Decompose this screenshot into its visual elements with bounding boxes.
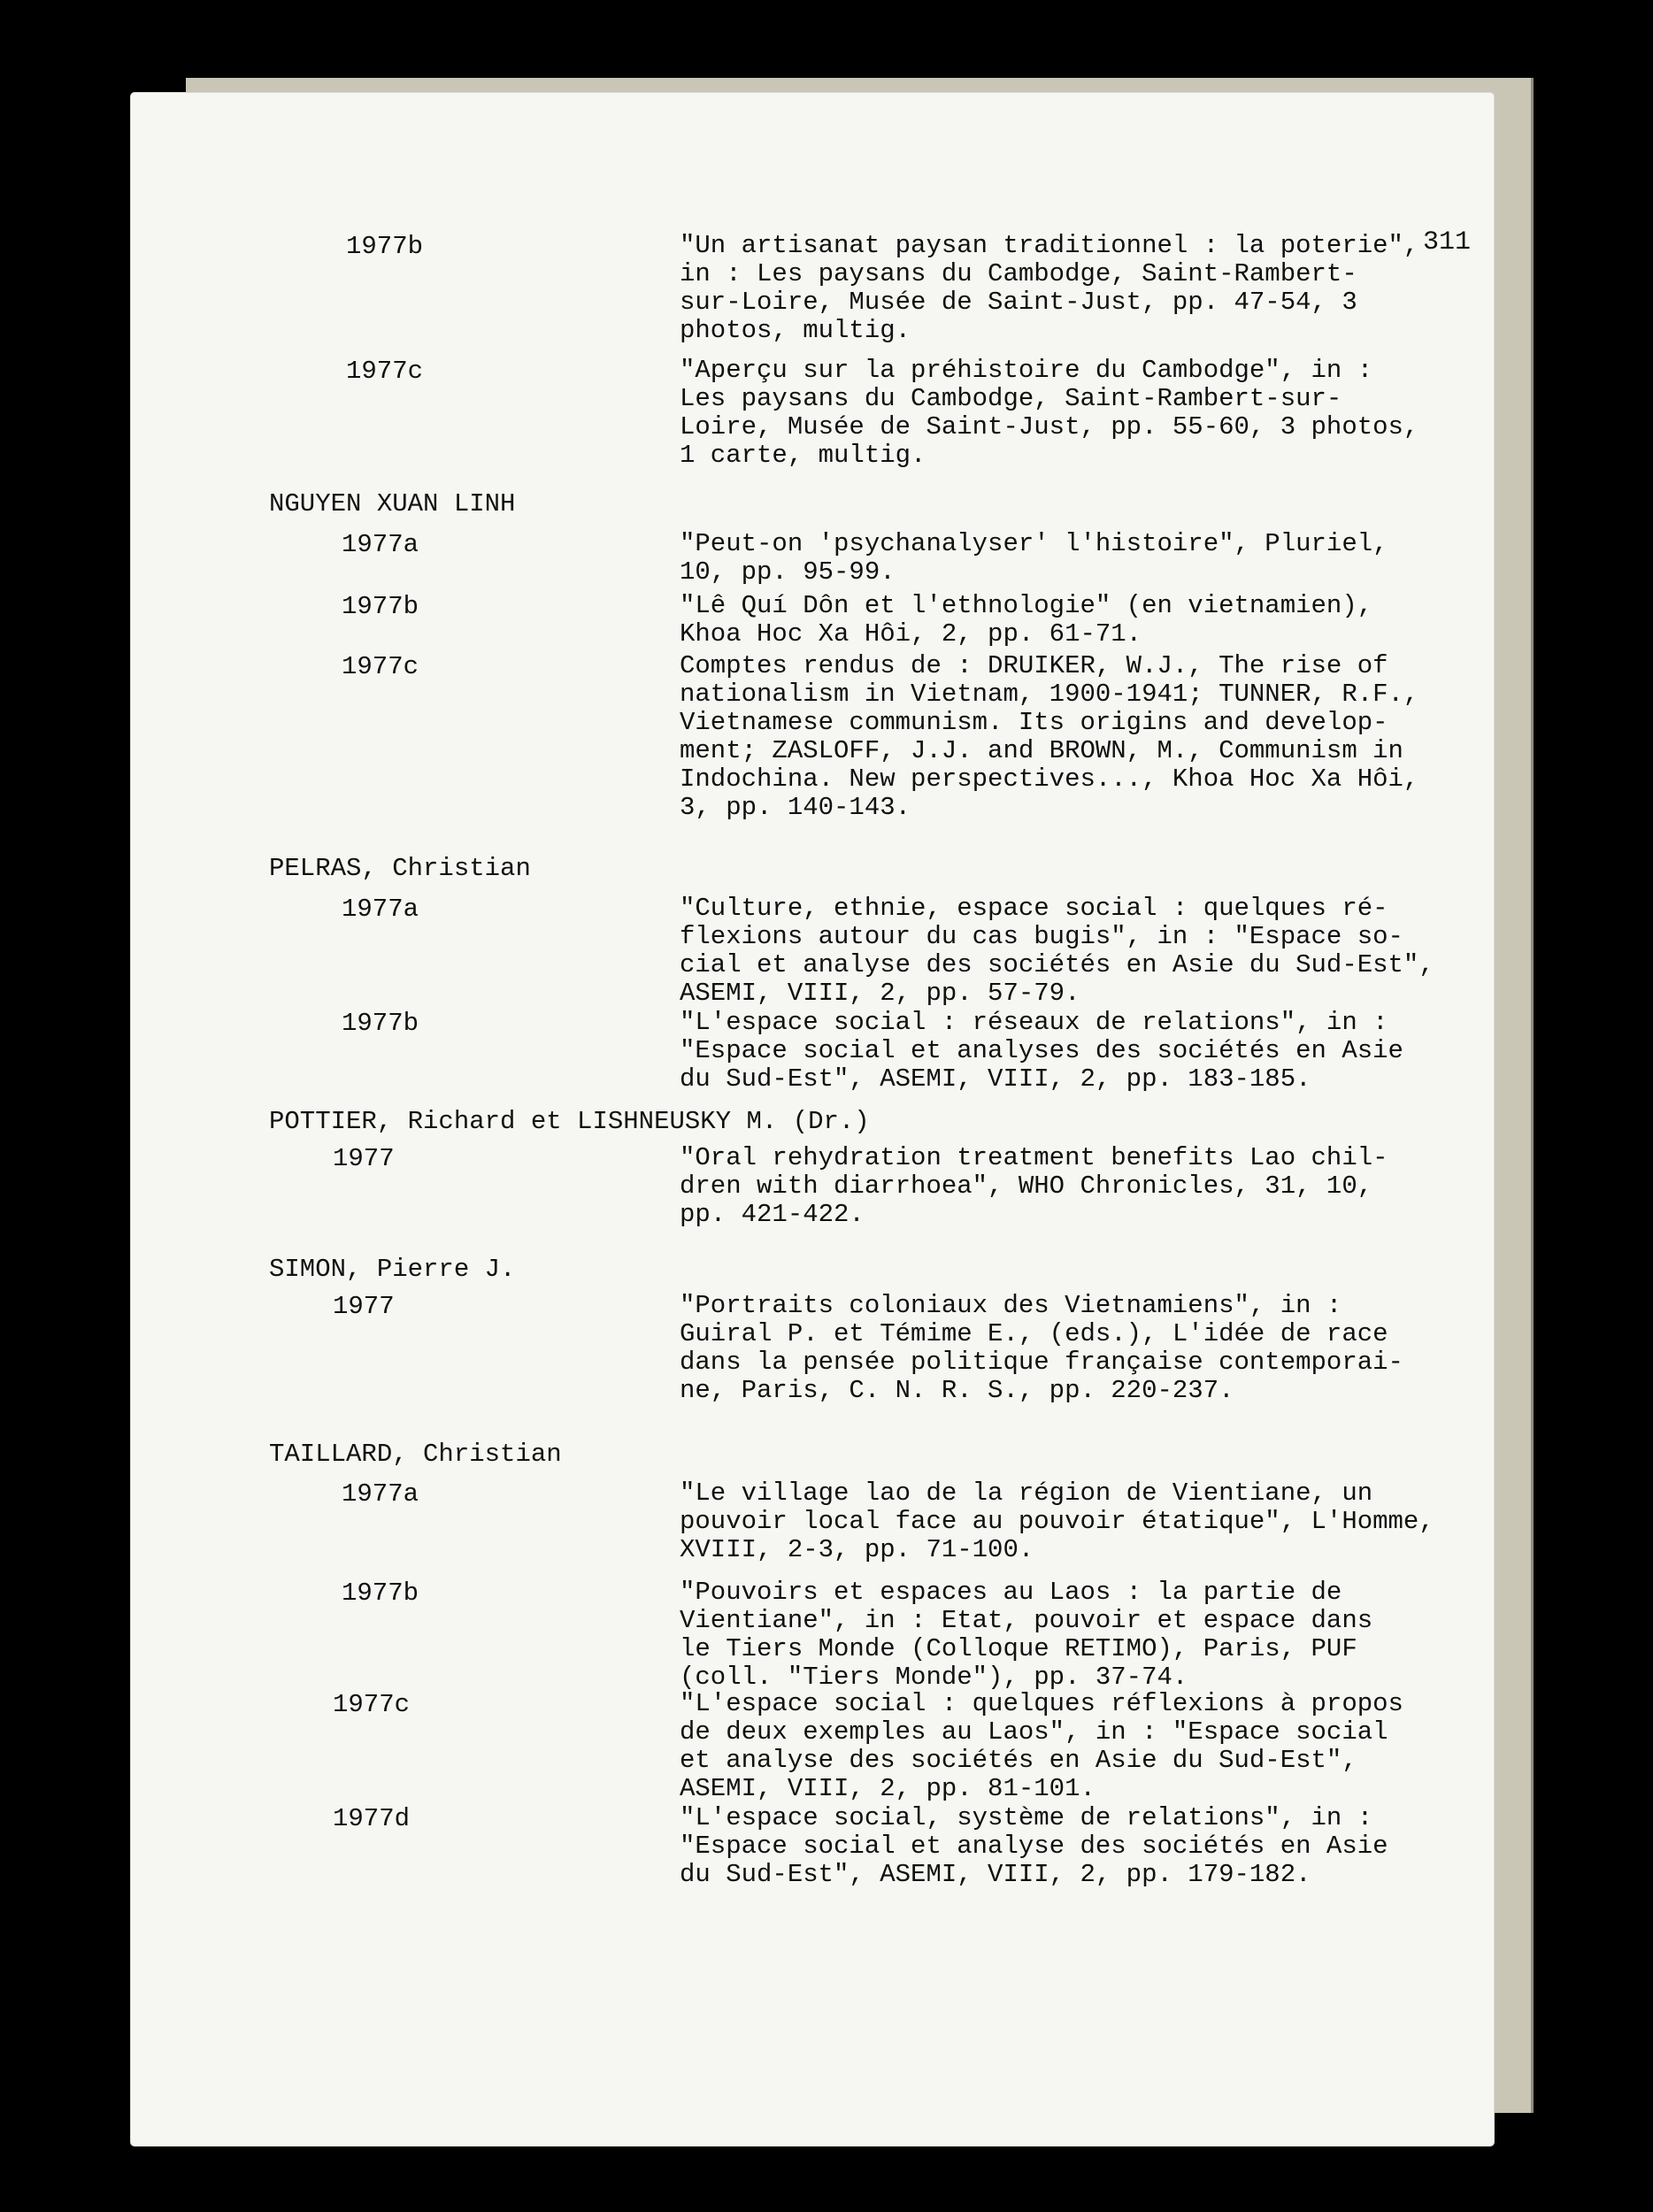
entry-reference bbox=[680, 1479, 1441, 1564]
entry-reference bbox=[680, 1690, 1441, 1803]
entry-reference bbox=[680, 1144, 1441, 1229]
entry-reference bbox=[680, 530, 1441, 587]
entry-reference bbox=[680, 232, 1441, 345]
entry-reference bbox=[680, 1292, 1441, 1405]
entry-year: 1977a bbox=[342, 895, 419, 924]
reference-line: "L'espace social, système de relations", in : bbox=[680, 1803, 1373, 1832]
reference-line: le Tiers Monde (Colloque RETIMO), Paris, PUF bbox=[680, 1634, 1357, 1663]
entry-year: 1977b bbox=[342, 592, 419, 621]
reference-line: et analyse des sociétés en Asie du Sud-Est", bbox=[680, 1746, 1357, 1775]
entry-reference bbox=[680, 1009, 1441, 1094]
entry-reference bbox=[680, 1578, 1441, 1692]
reference-line: du Sud-Est", ASEMI, VIII, 2, pp. 183-185. bbox=[680, 1064, 1311, 1094]
reference-line: de deux exemples au Laos", in : "Espace social bbox=[680, 1717, 1388, 1747]
reference-line: "Lê Quí Dôn et l'ethnologie" (en vietnamien), bbox=[680, 591, 1373, 620]
author-heading: PELRAS, Christian bbox=[269, 854, 531, 883]
reference-line: "Espace social et analyse des sociétés en Asie bbox=[680, 1832, 1388, 1861]
reference-line: "Peut-on 'psychanalyser' l'histoire", Pluriel, bbox=[680, 529, 1388, 558]
reference-line: ment; ZASLOFF, J.J. and BROWN, M., Communism in bbox=[680, 736, 1403, 765]
reference-line: dren with diarrhoea", WHO Chronicles, 31, 10, bbox=[680, 1171, 1373, 1201]
reference-line: "Le village lao de la région de Vientiane, un bbox=[680, 1479, 1373, 1508]
reference-line: Khoa Hoc Xa Hôi, 2, pp. 61-71. bbox=[680, 619, 1142, 649]
reference-line: 3, pp. 140-143. bbox=[680, 793, 911, 822]
reference-line: flexions autour du cas bugis", in : "Espace so- bbox=[680, 922, 1403, 951]
reference-line: "Aperçu sur la préhistoire du Cambodge", in : bbox=[680, 356, 1373, 385]
reference-line: 10, pp. 95-99. bbox=[680, 557, 896, 587]
bibliography-entries bbox=[131, 93, 1494, 2146]
author-heading: POTTIER, Richard et LISHNEUSKY M. (Dr.) bbox=[269, 1107, 870, 1136]
entry-reference bbox=[680, 895, 1441, 1008]
reference-line: Loire, Musée de Saint-Just, pp. 55-60, 3 photos, bbox=[680, 412, 1419, 442]
reference-line: Comptes rendus de : DRUIKER, W.J., The rise of bbox=[680, 651, 1388, 680]
entry-reference bbox=[680, 1804, 1441, 1889]
reference-line: (coll. "Tiers Monde"), pp. 37-74. bbox=[680, 1663, 1188, 1692]
reference-line: nationalism in Vietnam, 1900-1941; TUNNER, R.F., bbox=[680, 680, 1419, 709]
reference-line: pp. 421-422. bbox=[680, 1200, 865, 1229]
reference-line: du Sud-Est", ASEMI, VIII, 2, pp. 179-182. bbox=[680, 1860, 1311, 1889]
entry-year: 1977b bbox=[342, 1009, 419, 1038]
reference-line: "L'espace social : réseaux de relations", in : bbox=[680, 1008, 1388, 1037]
page-number: 311 bbox=[1423, 227, 1472, 257]
entry-year: 1977c bbox=[333, 1690, 411, 1719]
author-heading: TAILLARD, Christian bbox=[269, 1440, 562, 1469]
reference-line: ASEMI, VIII, 2, pp. 81-101. bbox=[680, 1774, 1096, 1803]
reference-line: "Oral rehydration treatment benefits Lao chil- bbox=[680, 1143, 1388, 1172]
entry-year: 1977a bbox=[342, 530, 419, 559]
reference-line: ASEMI, VIII, 2, pp. 57-79. bbox=[680, 979, 1080, 1008]
reference-line: Guiral P. et Témime E., (eds.), L'idée de race bbox=[680, 1319, 1388, 1348]
entry-reference bbox=[680, 357, 1441, 470]
author-heading: SIMON, Pierre J. bbox=[269, 1255, 516, 1284]
entry-year: 1977c bbox=[346, 357, 424, 386]
entry-reference bbox=[680, 592, 1441, 649]
reference-line: photos, multig. bbox=[680, 316, 911, 345]
author-heading: NGUYEN XUAN LINH bbox=[269, 489, 516, 518]
entry-year: 1977a bbox=[342, 1479, 419, 1509]
entry-reference bbox=[680, 652, 1441, 822]
reference-line: dans la pensée politique française contemporai- bbox=[680, 1348, 1403, 1377]
entry-year: 1977d bbox=[333, 1804, 411, 1833]
reference-line: Vietnamese communism. Its origins and develop- bbox=[680, 708, 1388, 737]
entry-year: 1977 bbox=[333, 1144, 395, 1173]
entry-year: 1977b bbox=[342, 1578, 419, 1608]
reference-line: cial et analyse des sociétés en Asie du Sud-Est", bbox=[680, 950, 1434, 979]
reference-line: "Pouvoirs et espaces au Laos : la partie de bbox=[680, 1578, 1342, 1607]
reference-line: pouvoir local face au pouvoir étatique", L'Homme, bbox=[680, 1507, 1434, 1536]
reference-line: XVIII, 2-3, pp. 71-100. bbox=[680, 1535, 1034, 1564]
reference-line: "Culture, ethnie, espace social : quelques ré- bbox=[680, 894, 1388, 923]
reference-line: in : Les paysans du Cambodge, Saint-Rambert- bbox=[680, 259, 1357, 288]
reference-line: ne, Paris, C. N. R. S., pp. 220-237. bbox=[680, 1376, 1234, 1405]
reference-line: "Un artisanat paysan traditionnel : la poterie", bbox=[680, 231, 1419, 260]
reference-line: sur-Loire, Musée de Saint-Just, pp. 47-54, 3 bbox=[680, 288, 1357, 317]
reference-line: Indochina. New perspectives..., Khoa Hoc Xa Hôi, bbox=[680, 764, 1419, 794]
document-page bbox=[131, 93, 1494, 2146]
reference-line: Les paysans du Cambodge, Saint-Rambert-sur- bbox=[680, 384, 1342, 413]
reference-line: "Portraits coloniaux des Vietnamiens", in : bbox=[680, 1291, 1342, 1320]
entry-year: 1977b bbox=[346, 232, 424, 261]
entry-year: 1977 bbox=[333, 1292, 395, 1321]
entry-year: 1977c bbox=[342, 652, 419, 681]
reference-line: 1 carte, multig. bbox=[680, 441, 926, 470]
reference-line: "Espace social et analyses des sociétés en Asie bbox=[680, 1036, 1403, 1065]
reference-line: Vientiane", in : Etat, pouvoir et espace dans bbox=[680, 1606, 1373, 1635]
reference-line: "L'espace social : quelques réflexions à propos bbox=[680, 1689, 1403, 1718]
